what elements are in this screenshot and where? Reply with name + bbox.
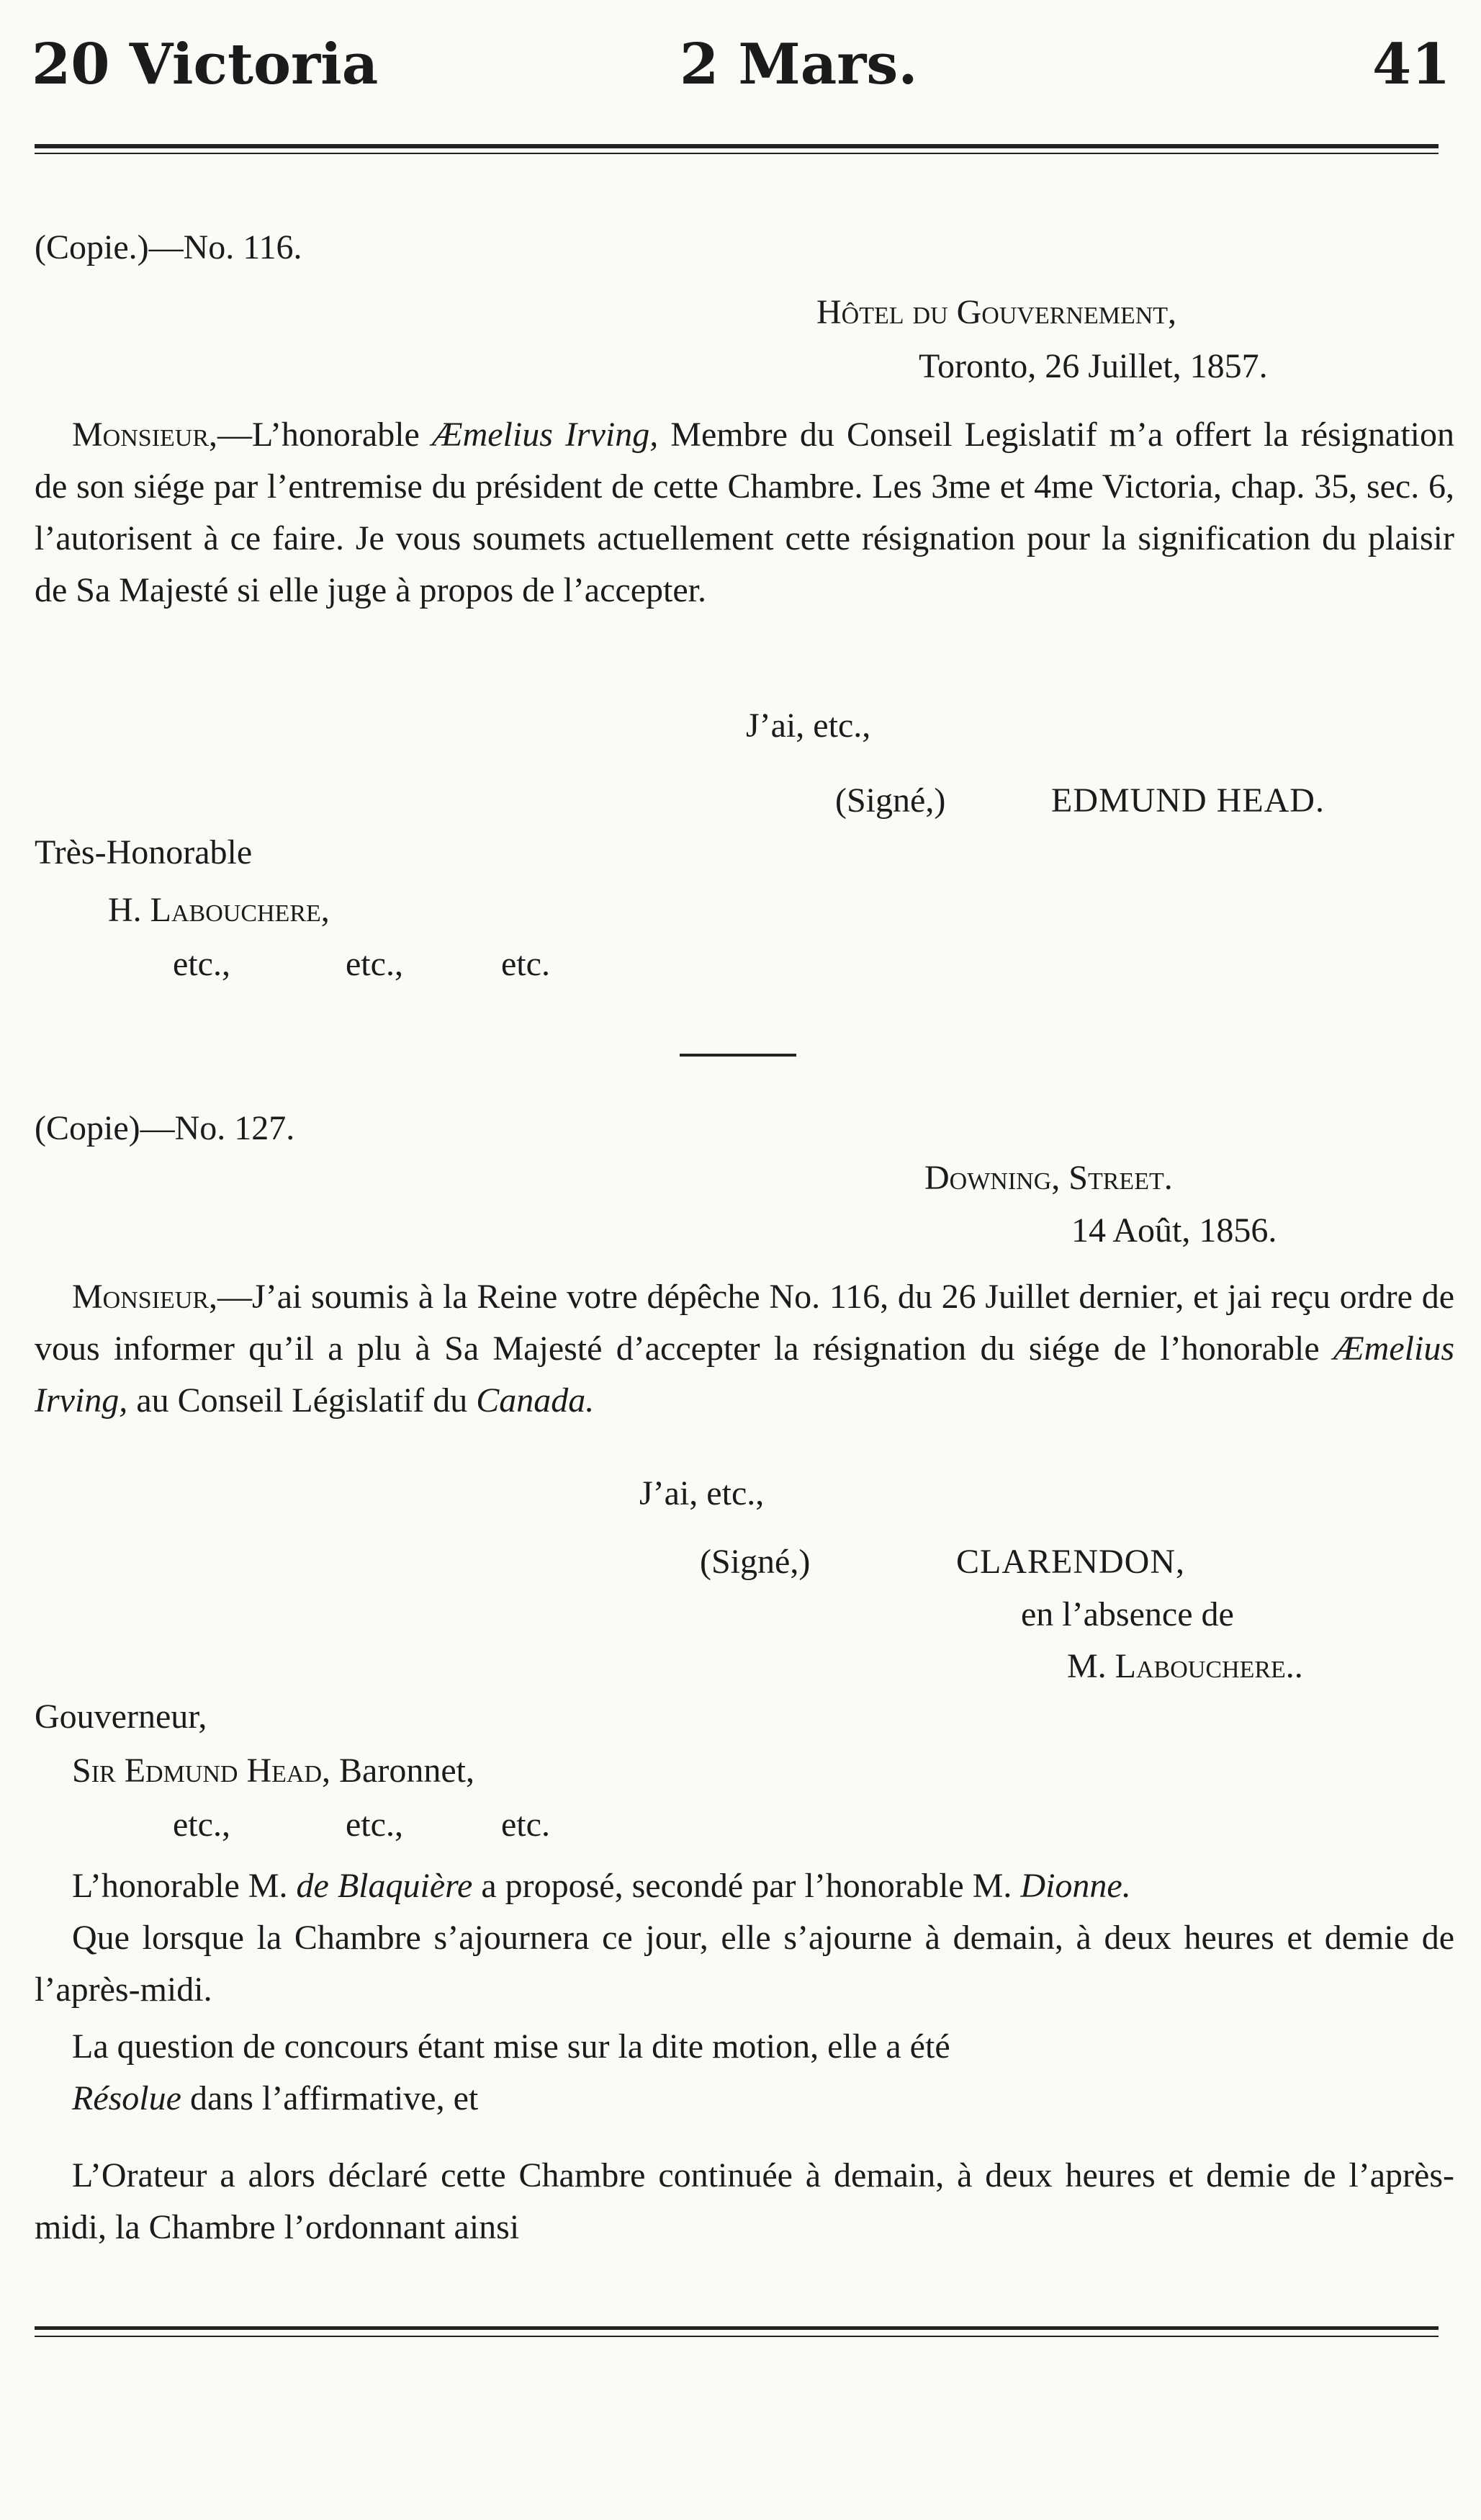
minutes-resolved-word: Résolue: [72, 2079, 181, 2117]
letter2-body-part2: au Conseil Législatif du: [127, 1381, 477, 1420]
letter2-etc-3: etc.: [501, 1806, 550, 1844]
letter1-addressee-name: H. Labouchere,: [108, 891, 330, 929]
letter1-etc-3: etc.: [501, 945, 550, 983]
letter1-etc-1: etc.,: [173, 945, 230, 983]
letter2-addressee: [72, 1754, 474, 1788]
letter2-absence: en l’absence de: [1021, 1595, 1234, 1633]
letter2-heading: (Copie)—No. 127.: [35, 1109, 295, 1147]
footer-rule: [35, 2326, 1439, 2330]
letter1-date: Toronto, 26 Juillet, 1857.: [919, 347, 1268, 385]
letter1-salutation: Monsieur,: [72, 416, 218, 454]
letter1-etc-2: etc.,: [346, 945, 403, 983]
minutes-question: La question de concours étant mise sur la dite motion, elle a été: [72, 2027, 950, 2066]
minutes-resolved: [72, 2081, 478, 2116]
letter2-signer: CLARENDON,: [956, 1543, 1185, 1581]
header-rule: [35, 144, 1439, 148]
minutes-motion-part2: a proposé, secondé par l’honorable M.: [472, 1867, 1021, 1905]
letter2-signed: (Signé,): [700, 1543, 811, 1581]
minutes-motion: [72, 1869, 1131, 1904]
minutes-motion-part1: L’honorable M.: [72, 1867, 297, 1905]
letter2-absence-name: M. Labouchere..: [1067, 1647, 1303, 1685]
letter1-closing: J’ai, etc.,: [746, 707, 871, 745]
minutes-mover-name: de Blaquière: [296, 1867, 473, 1905]
letter2-date: 14 Août, 1856.: [1071, 1211, 1277, 1250]
letter1-body-name: Æmelius Irving,: [431, 416, 659, 454]
letter1-heading: (Copie.)—No. 116.: [35, 228, 302, 266]
letter2-body-place: Canada.: [476, 1381, 595, 1420]
letter2-etc-2: etc.,: [346, 1806, 403, 1844]
letter1-body-part1: —L’honorable: [217, 416, 432, 454]
letter1-signer: EDMUND HEAD.: [1051, 781, 1325, 820]
letter2-etc-1: etc.,: [173, 1806, 230, 1844]
letter2-body-name: Æmelius Irving,: [35, 1329, 1454, 1420]
page-header-date: 2 Mars.: [680, 32, 918, 97]
letter1-body: [35, 409, 1454, 616]
minutes-speaker-declaration: L’Orateur a alors déclaré cette Chambre continuée à demain, à deux heures et demie de l’après-midi, la Chambre l’ordonnant ainsi: [35, 2156, 1454, 2246]
letter1-body-part2: Membre du Conseil Legislatif m’a offert la résignation de son siége par l’entremise du président de cette Chambre. Les 3me et 4me Victoria, chap. 35, sec. 6, l’autorisent à ce faire. Je vous soumets actuellement cette résignation pour la signification du plaisir de Sa Majesté si elle juge à propos de l’accepter.: [35, 416, 1455, 609]
header-rule-thin: [35, 153, 1439, 154]
minutes-resolved-rest: dans l’affirmative, et: [181, 2079, 479, 2117]
letter1-place: Hôtel du Gouvernement,: [816, 293, 1177, 331]
page-header-session: 20 Victoria: [32, 32, 379, 97]
section-divider: [680, 1054, 796, 1057]
footer-rule-thin: [35, 2336, 1439, 2337]
letter1-signed: (Signé,): [835, 781, 946, 820]
letter2-body: [35, 1271, 1454, 1427]
letter2-addressee-title: Gouverneur,: [35, 1698, 207, 1736]
letter1-addressee-title: Très-Honorable: [35, 833, 253, 871]
letter2-closing: J’ai, etc.,: [639, 1474, 765, 1512]
letter2-place: Downing, Street.: [924, 1159, 1173, 1197]
letter2-addressee-suffix: Baronnet,: [330, 1752, 474, 1790]
page-header-page-number: 41: [1372, 32, 1451, 97]
minutes-adjournment-resolution: Que lorsque la Chambre s’ajournera ce jour, elle s’ajourne à demain, à deux heures et demie de l’après-midi.: [35, 1919, 1454, 2009]
letter2-addressee-name: Sir Edmund Head,: [72, 1752, 331, 1790]
minutes-seconder-name: Dionne.: [1020, 1867, 1131, 1905]
letter2-salutation: Monsieur,: [72, 1278, 218, 1316]
letter2-body-part1: —J’ai soumis à la Reine votre dépêche No. 116, du 26 Juillet dernier, et jai reçu ordre de vous informer qu’il a plu à Sa Majesté d’accepter la résignation du siége de l’honorable: [35, 1278, 1454, 1368]
